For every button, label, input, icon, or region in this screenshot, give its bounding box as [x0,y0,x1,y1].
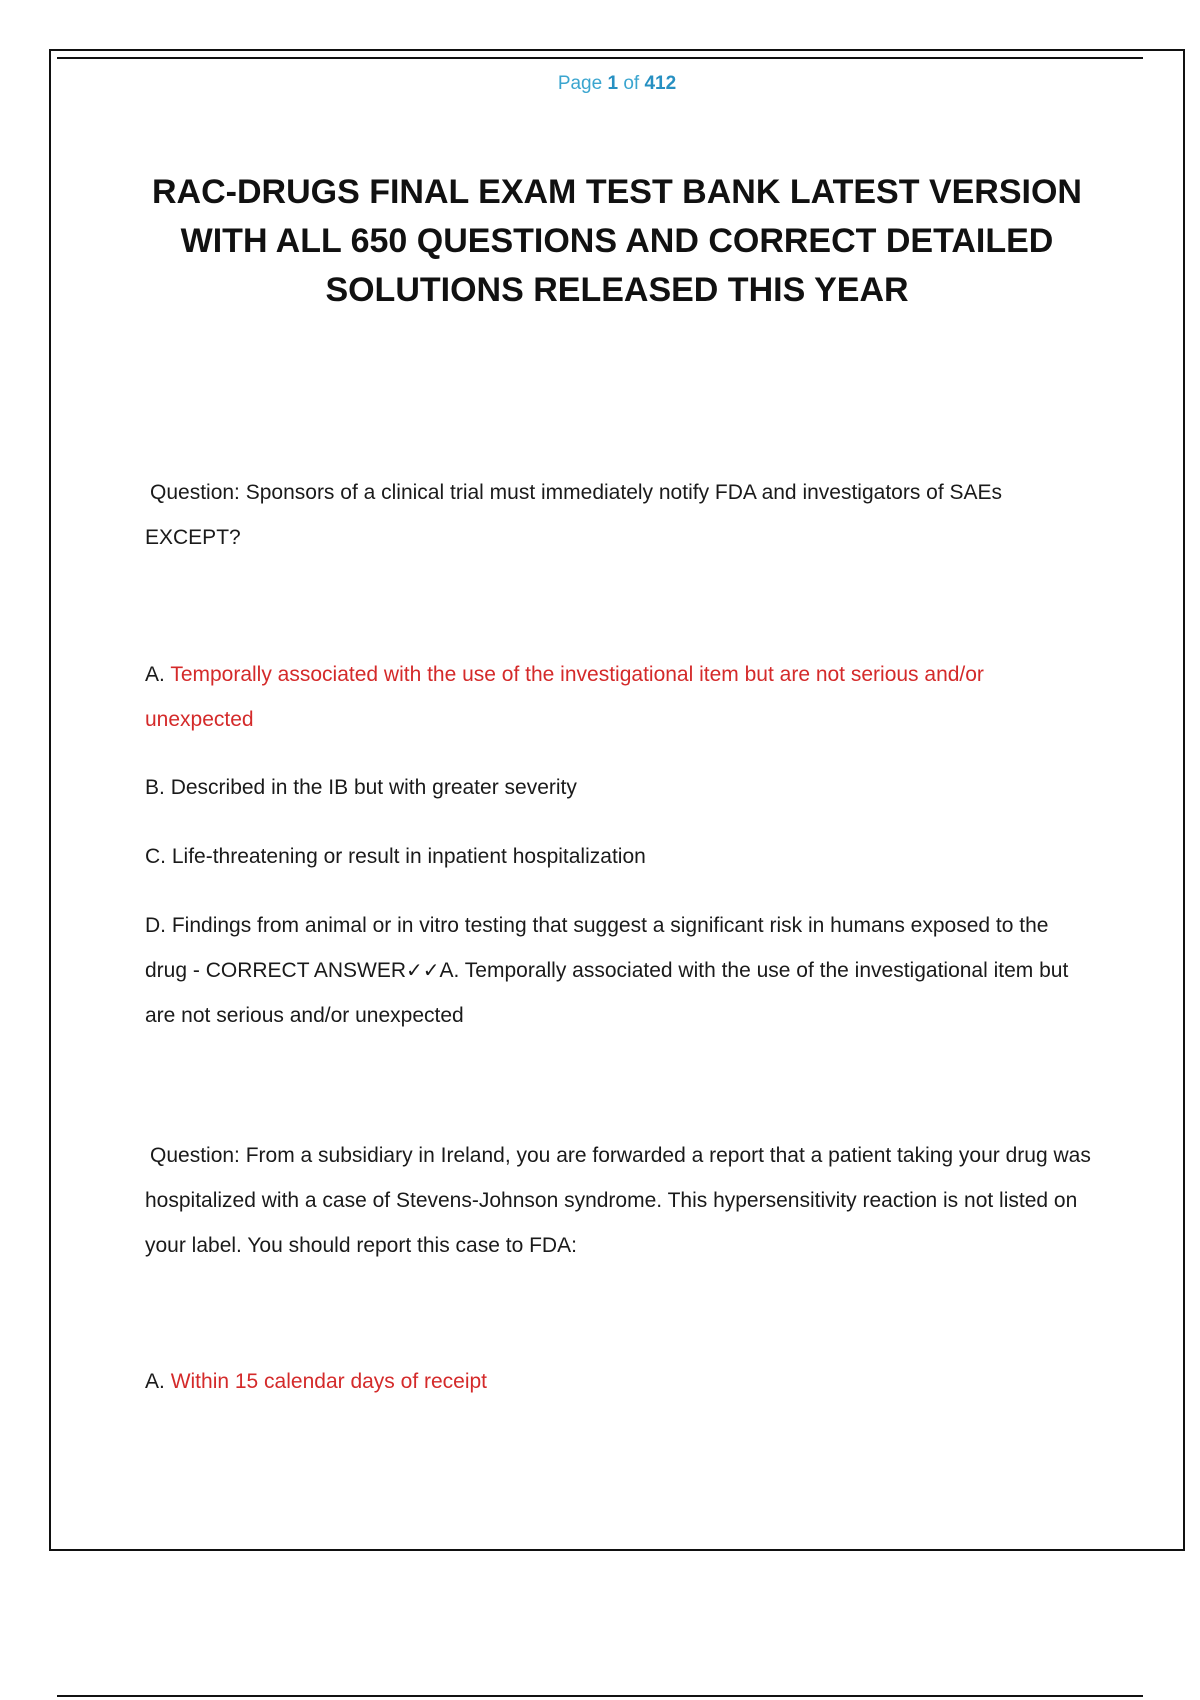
question-1-option-d [145,903,1095,1038]
option-text: Life-threatening or result in inpatient hospitalization [171,845,646,868]
question-1-text: Question: Sponsors of a clinical trial must immediately notify FDA and investigators of SAEs EXCEPT? [145,481,1003,549]
option-text-highlighted: Within 15 calendar days of receipt [170,1370,488,1393]
correct-answer-text: A. Temporally associated with the use of the investigational item but are not serious and/or unexpected [145,959,1069,1027]
option-letter: C. [145,845,166,868]
question-1-option-c [145,834,1095,879]
page-counter [0,73,1200,95]
question-1-option-a [145,652,1095,742]
option-text: Described in the IB but with greater severity [170,776,577,799]
page-current: 1 [607,73,619,94]
question-1-option-b [145,765,1095,810]
option-letter: A. [145,1370,165,1393]
option-text-highlighted: Temporally associated with the use of the investigational item but are not serious and/or unexpected [145,663,984,731]
bottom-rule [57,1695,1143,1697]
question-2-text: Question: From a subsidiary in Ireland, you are forwarded a report that a patient taking your drug was hospitalized with a case of Stevens-Johnson syndrome. This hypersensitivity reaction is not listed on your label. You should report this case to FDA: [145,1144,1091,1257]
check-marks-icon: ✓✓ [406,958,440,982]
document-title: RAC-DRUGS FINAL EXAM TEST BANK LATEST VERSION WITH ALL 650 QUESTIONS AND CORRECT DETAILED SOLUTIONS RELEASED THIS YEAR [152,173,1082,309]
option-letter: A. [145,663,165,686]
option-text: Findings from animal or in vitro testing that suggest a significant risk in humans exposed to the drug - CORRECT ANSWER [145,914,1049,982]
option-letter: B. [145,776,165,799]
page-word: Page [557,73,603,94]
page-total: 412 [644,73,677,94]
question-2-option-a [145,1359,1095,1404]
page-of: of [623,73,640,94]
option-letter: D. [145,914,166,937]
